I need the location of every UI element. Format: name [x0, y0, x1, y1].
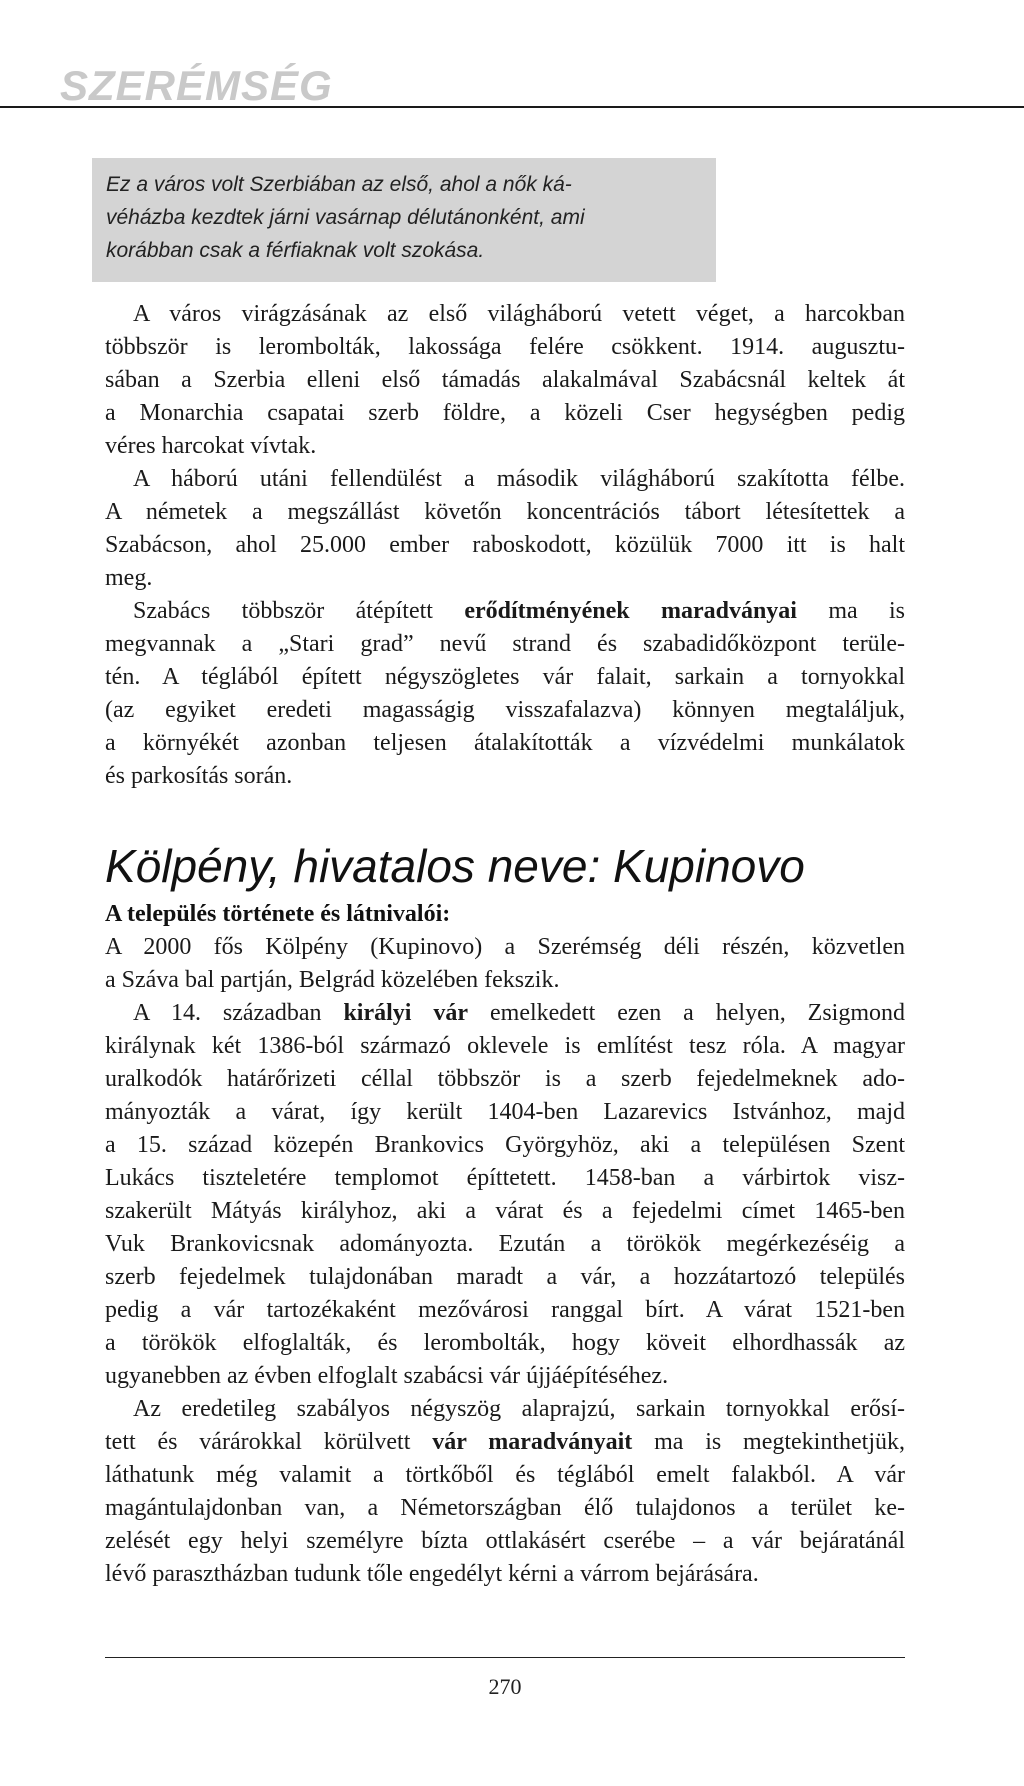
text-line: a törökök elfoglalták, és lerombolták, hogy köveit elhordhassák az	[105, 1330, 905, 1356]
text-line	[105, 595, 905, 628]
highlight-line: korábban csak a férfiaknak volt szokása.	[106, 239, 485, 262]
text-run: emelkedett ezen a helyen, Zsigmond	[468, 1000, 906, 1026]
text-line	[105, 1426, 905, 1459]
text-line: tén. A téglából épített négyszögletes vár falait, sarkain a tornyokkal	[105, 664, 905, 690]
text-line: sában a Szerbia elleni első támadás alakalmával Szabácsnál keltek át	[105, 367, 905, 393]
paragraph	[105, 298, 905, 463]
text-line: Az eredetileg szabályos négyszög alaprajzú, sarkain tornyokkal erősí-	[133, 1396, 905, 1422]
paragraph	[105, 931, 905, 997]
paragraph	[105, 595, 905, 793]
text-run: Szabács többször átépített	[133, 598, 465, 624]
text-line: a Monarchia csapatai szerb földre, a közeli Cser hegységben pedig	[105, 400, 905, 426]
text-line: zelését egy helyi személyre bízta ottlakásért cserébe – a vár bejáratánál	[105, 1528, 905, 1554]
text-line: Szabácson, ahol 25.000 ember raboskodott, közülük 7000 itt is halt	[105, 532, 905, 558]
text-line: véres harcokat vívtak.	[105, 433, 317, 459]
running-header-title: SZERÉMSÉG	[60, 62, 333, 109]
section-subheading: A település története és látnivalói:	[105, 901, 451, 927]
section1-body	[105, 298, 905, 793]
text-line: a Száva bal partján, Belgrád közelében fekszik.	[105, 967, 560, 993]
text-run: ma is megtekinthetjük,	[632, 1429, 906, 1455]
text-line: megvannak a „Stari grad” nevű strand és szabadidőközpont terüle-	[105, 631, 905, 657]
text-line: többször is lerombolták, lakossága felére csökkent. 1914. augusztu-	[105, 334, 905, 360]
text-line	[105, 997, 905, 1030]
text-line: A háború utáni fellendülést a második világháború szakította félbe.	[133, 466, 905, 492]
text-line: meg.	[105, 565, 153, 591]
text-line: magántulajdonban van, a Németországban élő tulajdonos a terület ke-	[105, 1495, 905, 1521]
text-line: szakerült Mátyás királyhoz, aki a várat és a fejedelmi címet 1465-ben	[105, 1198, 905, 1224]
text-line: és parkosítás során.	[105, 763, 293, 789]
header-rule	[0, 106, 1024, 108]
section-heading: Kölpény, hivatalos neve: Kupinovo	[105, 840, 805, 892]
highlight-box	[92, 158, 716, 282]
text-line: lévő parasztházban tudunk tőle engedélyt kérni a várrom bejárására.	[105, 1561, 759, 1587]
paragraph	[105, 997, 905, 1393]
text-line: A város virágzásának az első világháború vetett véget, a harcokban	[133, 301, 905, 327]
highlight-line: Ez a város volt Szerbiában az első, ahol a nők ká-	[106, 173, 572, 196]
text-line: ugyanebben az évben elfoglalt szabácsi vár újjáépítéséhez.	[105, 1363, 669, 1389]
bold-term: erődítményének maradványai	[464, 598, 797, 624]
text-line: királynak két 1386-ból származó oklevele is említést tesz róla. A magyar	[105, 1033, 905, 1059]
bold-term: vár maradványait	[432, 1429, 633, 1455]
paragraph	[105, 463, 905, 595]
text-line: pedig a vár tartozékaként mezővárosi ranggal bírt. A várat 1521-ben	[105, 1297, 905, 1323]
paragraph	[105, 1393, 905, 1591]
text-line: A németek a megszállást követőn koncentrációs tábort létesítettek a	[105, 499, 905, 525]
text-line: láthatunk még valamit a törtkőből és téglából emelt falakból. A vár	[105, 1462, 905, 1488]
section2-body	[105, 931, 905, 1591]
footer-rule	[105, 1657, 905, 1658]
text-run: ma is	[796, 598, 906, 624]
text-line: A 2000 fős Kölpény (Kupinovo) a Szerémség déli részén, közvetlen	[105, 934, 905, 960]
text-line: (az egyiket eredeti magasságig visszafalazva) könnyen megtaláljuk,	[105, 697, 905, 723]
text-run: A 14. században	[133, 1000, 344, 1026]
text-line: a környékét azonban teljesen átalakították a vízvédelmi munkálatok	[105, 730, 905, 756]
text-line: szerb fejedelmek tulajdonában maradt a vár, a hozzátartozó település	[105, 1264, 905, 1290]
text-line: Vuk Brankovicsnak adományozta. Ezután a törökök megérkezéséig a	[105, 1231, 905, 1257]
text-run: tett és várárokkal körülvett	[105, 1429, 433, 1455]
highlight-line: véházba kezdtek járni vasárnap délutánonként, ami	[106, 206, 585, 229]
bold-term: királyi vár	[343, 1000, 469, 1026]
text-line: mányozták a várat, így került 1404-ben Lazarevics Istvánhoz, majd	[105, 1099, 905, 1125]
page-number: 270	[488, 1674, 522, 1699]
text-line: Lukács tiszteletére templomot építtetett. 1458-ban a várbirtok visz-	[105, 1165, 905, 1191]
text-line: a 15. század közepén Brankovics Györgyhöz, aki a településen Szent	[105, 1132, 905, 1158]
text-line: uralkodók határőrizeti céllal többször is a szerb fejedelmeknek ado-	[105, 1066, 905, 1092]
